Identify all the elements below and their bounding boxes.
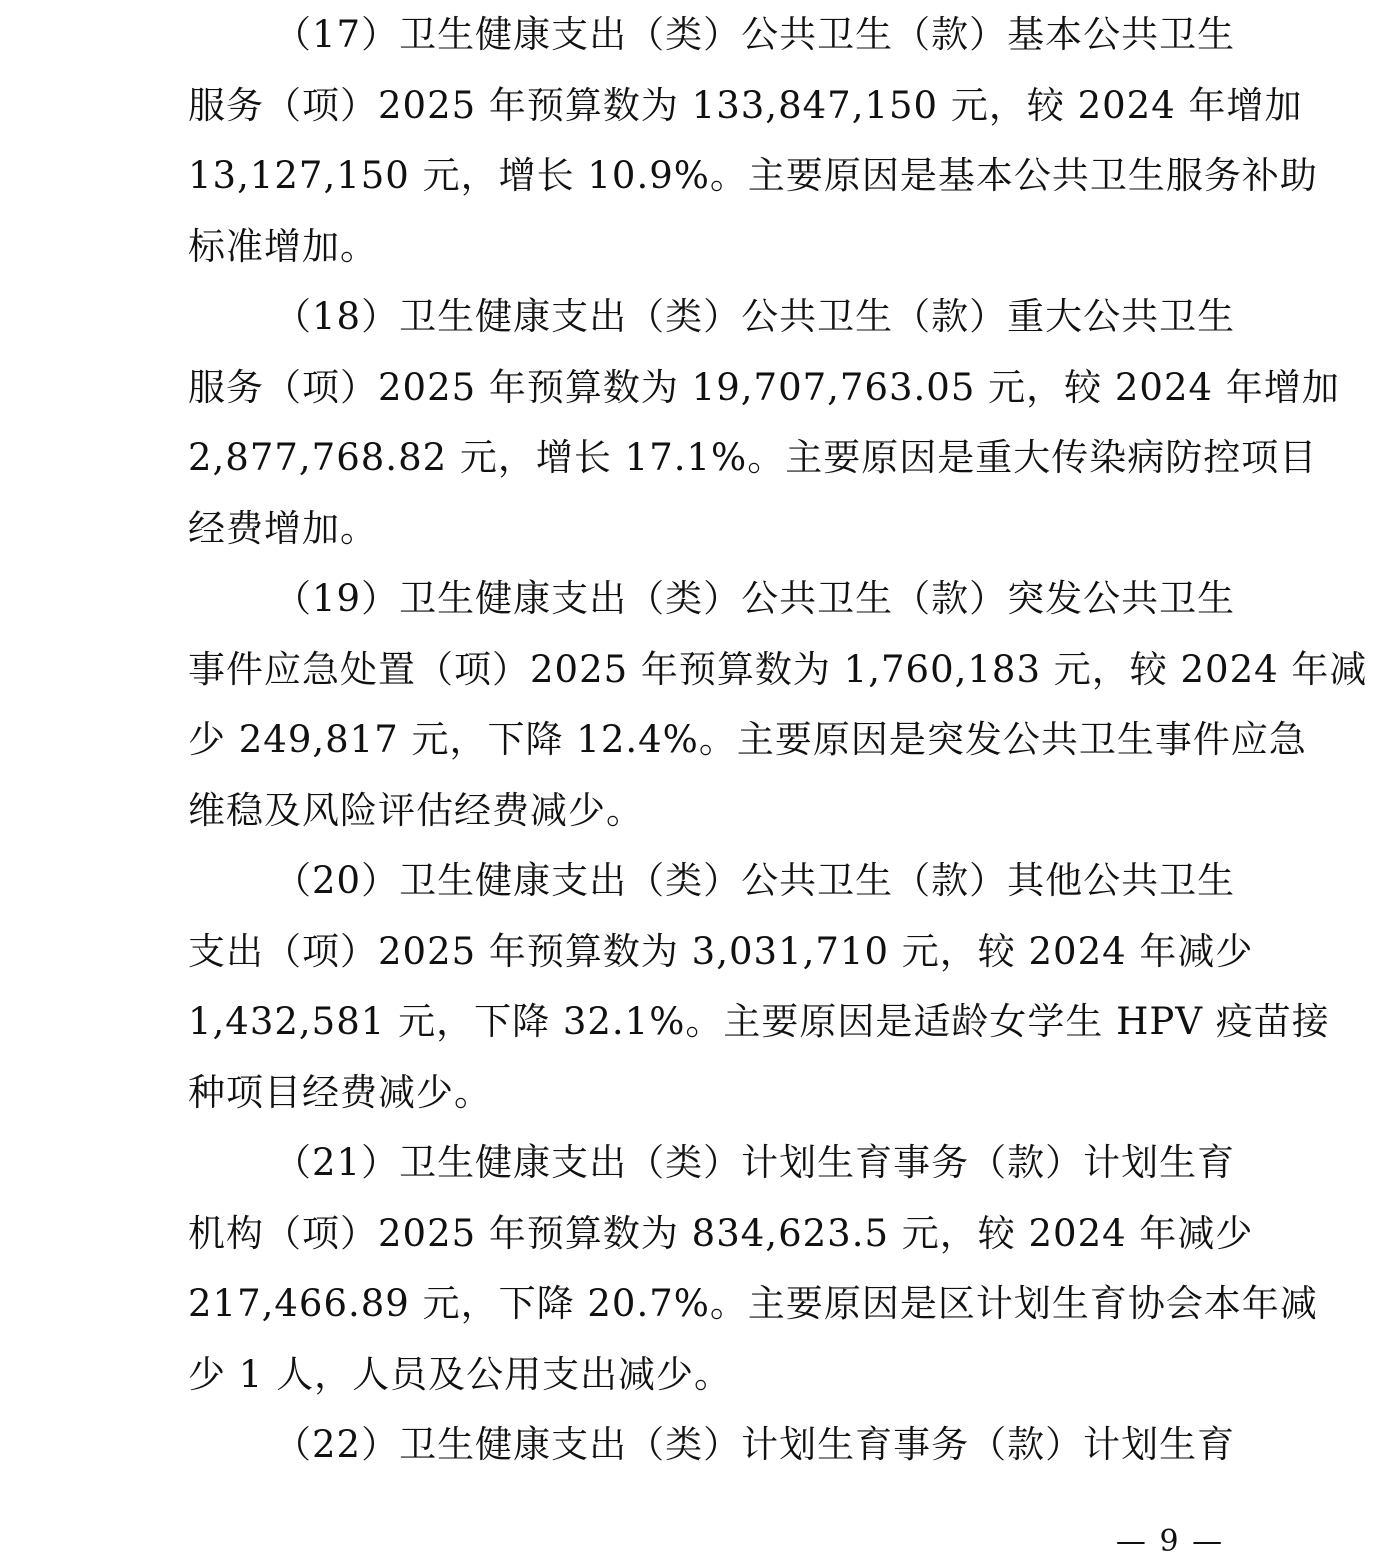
page-number: — 9 — — [1115, 1524, 1225, 1559]
text-line: 13,127,150 元，增长 10.9%。主要原因是基本公共卫生服务补助 — [188, 154, 1318, 197]
document-body — [188, 0, 1368, 1481]
text-line: （19）卫生健康支出（类）公共卫生（款）突发公共卫生 — [274, 577, 1236, 620]
text-line: （22）卫生健康支出（类）计划生育事务（款）计划生育 — [274, 1423, 1236, 1466]
text-line: 217,466.89 元，下降 20.7%。主要原因是区计划生育协会本年减 — [188, 1282, 1318, 1325]
text-line: （18）卫生健康支出（类）公共卫生（款）重大公共卫生 — [274, 295, 1236, 338]
text-line: （17）卫生健康支出（类）公共卫生（款）基本公共卫生 — [274, 13, 1236, 56]
paragraph-22 — [188, 1410, 1236, 1481]
text-line: 经费增加。 — [188, 506, 378, 550]
text-line: 事件应急处置（项）2025 年预算数为 1,760,183 元，较 2024 年减 — [188, 647, 1368, 691]
text-line: 服务（项）2025 年预算数为 133,847,150 元，较 2024 年增加 — [188, 83, 1303, 127]
paragraph-21 — [188, 1128, 1318, 1410]
text-line: 维稳及风险评估经费减少。 — [188, 788, 644, 832]
text-line: 服务（项）2025 年预算数为 19,707,763.05 元，较 2024 年增加 — [188, 365, 1340, 409]
text-line: 机构（项）2025 年预算数为 834,623.5 元，较 2024 年减少 — [188, 1211, 1254, 1255]
text-line: （21）卫生健康支出（类）计划生育事务（款）计划生育 — [274, 1141, 1236, 1184]
paragraph-19 — [188, 564, 1368, 846]
text-line: 1,432,581 元，下降 32.1%。主要原因是适龄女学生 HPV 疫苗接 — [188, 1000, 1330, 1043]
text-line: 2,877,768.82 元，增长 17.1%。主要原因是重大传染病防控项目 — [188, 436, 1318, 479]
text-line: 标准增加。 — [188, 224, 378, 268]
text-line: 少 249,817 元，下降 12.4%。主要原因是突发公共卫生事件应急 — [188, 718, 1307, 761]
paragraph-20 — [188, 846, 1330, 1128]
paragraph-18 — [188, 282, 1340, 564]
text-line: 少 1 人，人员及公用支出减少。 — [188, 1352, 733, 1396]
text-line: 支出（项）2025 年预算数为 3,031,710 元，较 2024 年减少 — [188, 929, 1254, 973]
text-line: （20）卫生健康支出（类）公共卫生（款）其他公共卫生 — [274, 859, 1236, 902]
text-line: 种项目经费减少。 — [188, 1070, 492, 1114]
paragraph-17 — [188, 0, 1318, 282]
